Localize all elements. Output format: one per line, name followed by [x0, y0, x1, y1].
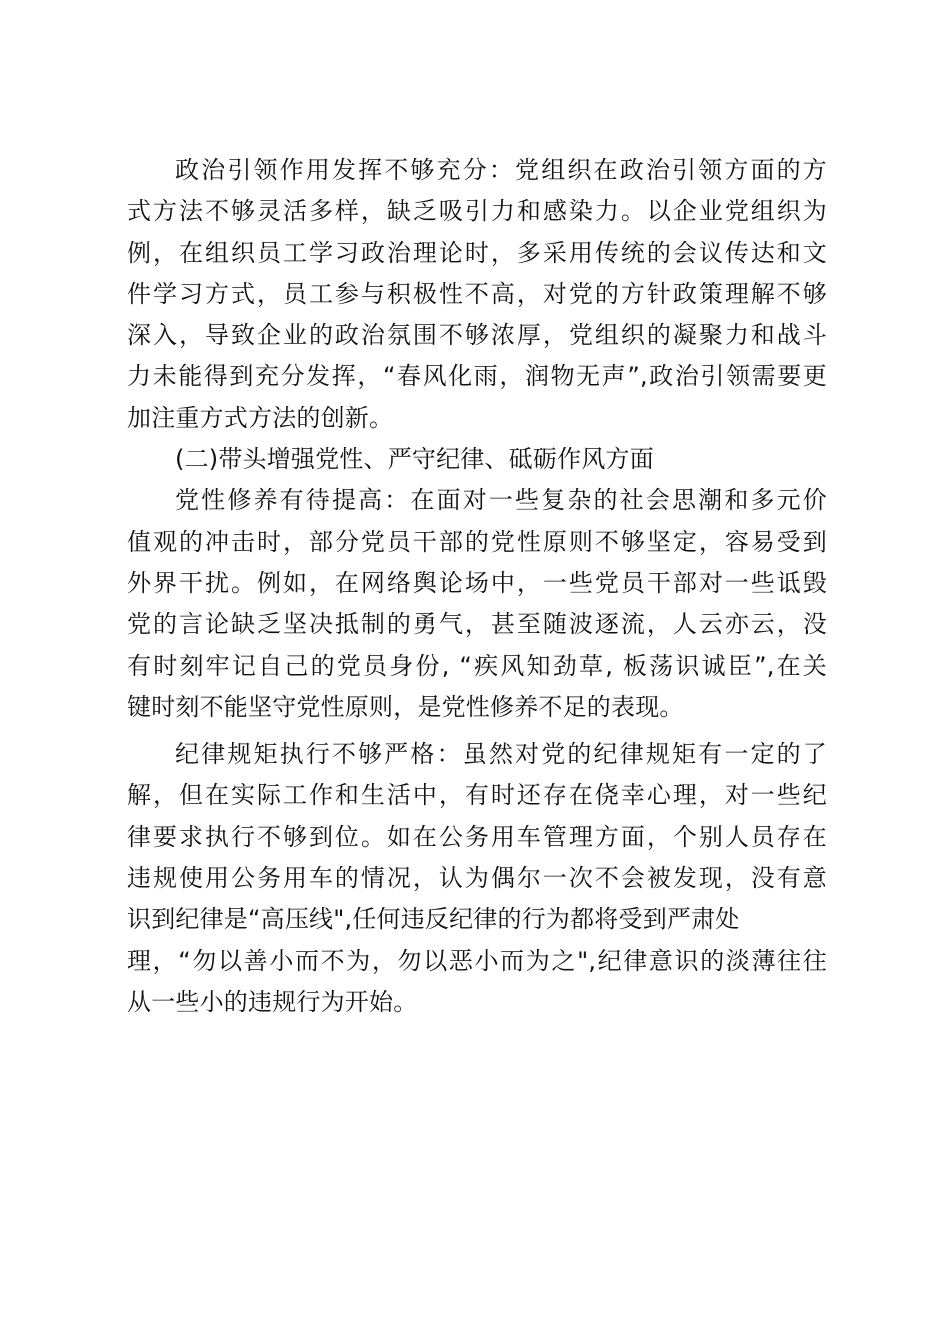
- paragraph-line: 式方法不够灵活多样，缺乏吸引力和感染力。以企业党组织为: [127, 197, 827, 226]
- paragraph-line: 件学习方式，员工参与积极性不高，对党的方针政策理解不够: [127, 279, 827, 308]
- document-body: [127, 150, 827, 1023]
- paragraph-line: 值观的冲击时，部分党员干部的党性原则不够坚定，容易受到: [127, 527, 827, 556]
- paragraph-line: 党性修养有待提高：在面对一些复杂的社会思潮和多元价: [175, 486, 827, 515]
- paragraph-line: 律要求执行不够到位。如在公务用车管理方面，个别人员存在: [127, 822, 827, 851]
- paragraph-line: 党的言论缺乏坚决抵制的勇气，甚至随波逐流，人云亦云，没: [127, 610, 827, 639]
- paragraph-line: 从一些小的违规行为开始。: [127, 987, 418, 1016]
- paragraph-line: 政治引领作用发挥不够充分：党组织在政治引领方面的方: [175, 156, 827, 184]
- paragraph-political-leadership: [127, 150, 827, 439]
- paragraph-line: 解，但在实际工作和生活中，有时还存在侥幸心理，对一些纪: [127, 781, 827, 810]
- paragraph-line: 深入，导致企业的政治氛围不够浓厚，党组织的凝聚力和战斗: [127, 321, 827, 350]
- paragraph-line: 外界干扰。例如，在网络舆论场中，一些党员干部对一些诋毁: [127, 568, 827, 597]
- paragraph-line: 违规使用公务用车的情况，认为偶尔一次不会被发现，没有意: [127, 864, 827, 893]
- paragraph-line: 加注重方式方法的创新。: [127, 403, 394, 432]
- paragraph-line: 力未能得到充分发挥，“春风化雨，润物无声”,政治引领需要更: [127, 362, 827, 391]
- paragraph-line: 键时刻不能坚守党性原则，是党性修养不足的表现。: [127, 692, 684, 721]
- paragraph-line: 理，“勿以善小而不为，勿以恶小而为之",纪律意识的淡薄往往: [127, 946, 827, 975]
- paragraph-discipline: [127, 734, 827, 1023]
- paragraph-line: 有时刻牢记自己的党员身份, “疾风知劲草, 板荡识诚臣”,在关: [127, 651, 827, 680]
- section-heading: (二)带头增强党性、严守纪律、砥砺作风方面: [175, 445, 654, 474]
- paragraph-line: 例，在组织员工学习政治理论时，多采用传统的会议传达和文: [127, 238, 827, 267]
- paragraph-line: 识到纪律是“高压线",任何违反纪律的行为都将受到严肃处: [127, 905, 740, 934]
- paragraph-party-spirit: [127, 480, 827, 728]
- paragraph-line: 纪律规矩执行不够严格：虽然对党的纪律规矩有一定的了: [175, 740, 827, 769]
